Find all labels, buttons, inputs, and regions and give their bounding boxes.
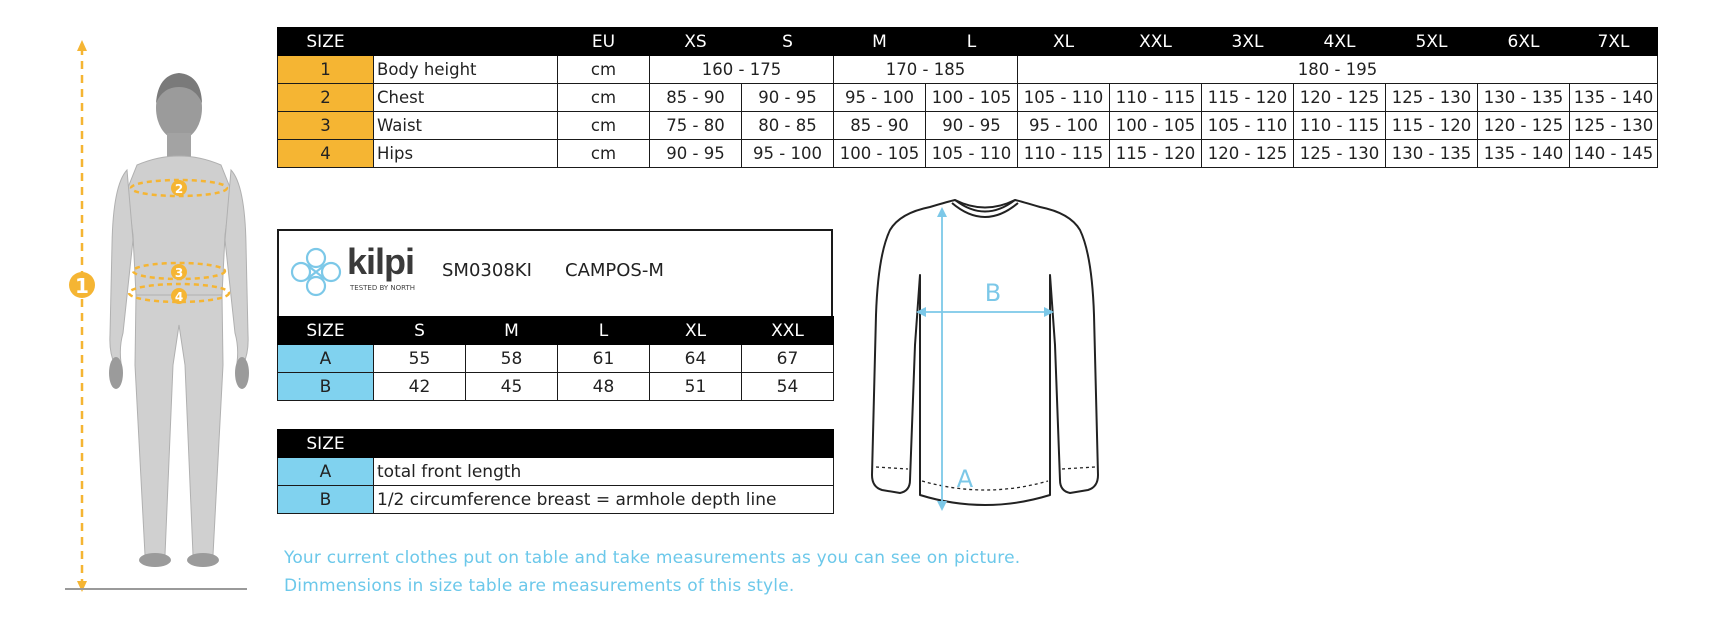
table-cell: 90 - 95 <box>926 112 1018 140</box>
header-cell: 6XL <box>1478 28 1570 56</box>
shirt-label-b: B <box>984 279 1002 307</box>
table-cell: 120 - 125 <box>1478 112 1570 140</box>
row-unit: cm <box>558 112 650 140</box>
table-cell: 170 - 185 <box>834 56 1018 84</box>
header-cell: S <box>742 28 834 56</box>
table-cell: 130 - 135 <box>1386 140 1478 168</box>
marker-2: 2 <box>174 182 184 196</box>
table-cell: 105 - 110 <box>926 140 1018 168</box>
header-cell: L <box>558 317 650 345</box>
table-cell: 110 - 115 <box>1018 140 1110 168</box>
table-row <box>278 486 834 514</box>
header-cell: XXL <box>1110 28 1202 56</box>
legend-text: 1/2 circumference breast = armhole depth line <box>374 486 834 514</box>
table-cell: 95 - 100 <box>742 140 834 168</box>
brand-tagline: TESTED BY NORTH <box>350 284 416 292</box>
table-cell: 115 - 120 <box>1386 112 1478 140</box>
table-cell: 75 - 80 <box>650 112 742 140</box>
table-cell: 115 - 120 <box>1110 140 1202 168</box>
table-cell: 55 <box>374 345 466 373</box>
row-label: A <box>278 458 374 486</box>
table-row <box>278 56 1658 84</box>
marker-4: 4 <box>174 290 184 304</box>
header-cell: XL <box>1018 28 1110 56</box>
measurement-legend-table <box>277 429 834 514</box>
table-cell: 105 - 110 <box>1018 84 1110 112</box>
row-unit: cm <box>558 140 650 168</box>
table-cell: 135 - 140 <box>1478 140 1570 168</box>
table-row <box>278 373 834 401</box>
table-cell: 100 - 105 <box>926 84 1018 112</box>
header-cell: M <box>466 317 558 345</box>
legend-text: total front length <box>374 458 834 486</box>
header-cell: 5XL <box>1386 28 1478 56</box>
header-cell: S <box>374 317 466 345</box>
table-cell: 85 - 90 <box>650 84 742 112</box>
table-cell: 125 - 130 <box>1294 140 1386 168</box>
table-cell: 90 - 95 <box>650 140 742 168</box>
table-cell: 80 - 85 <box>742 112 834 140</box>
table-cell: 115 - 120 <box>1202 84 1294 112</box>
header-cell: XS <box>650 28 742 56</box>
table-cell: 51 <box>650 373 742 401</box>
instruction-note-1: Your current clothes put on table and take measurements as you can see on picture. <box>284 548 1021 568</box>
table-cell: 180 - 195 <box>1018 56 1658 84</box>
table-cell: 120 - 125 <box>1294 84 1386 112</box>
row-number: 1 <box>278 56 374 84</box>
shirt-diagram <box>860 195 1110 540</box>
product-code: SM0308KI <box>442 260 532 281</box>
instruction-note-2: Dimmensions in size table are measurements of this style. <box>284 576 795 596</box>
row-label: B <box>278 486 374 514</box>
table-cell: 125 - 130 <box>1570 112 1658 140</box>
header-cell: EU <box>558 28 650 56</box>
header-cell: XXL <box>742 317 834 345</box>
table-cell: 105 - 110 <box>1202 112 1294 140</box>
table-cell: 125 - 130 <box>1386 84 1478 112</box>
row-label: B <box>278 373 374 401</box>
product-name: CAMPOS-M <box>565 260 664 281</box>
row-number: 2 <box>278 84 374 112</box>
table-cell: 42 <box>374 373 466 401</box>
table-cell: 160 - 175 <box>650 56 834 84</box>
row-name: Hips <box>374 140 558 168</box>
table-cell: 67 <box>742 345 834 373</box>
table-cell: 130 - 135 <box>1478 84 1570 112</box>
body-measurement-figure <box>55 35 255 595</box>
marker-1: 1 <box>75 274 89 298</box>
table-cell: 95 - 100 <box>834 84 926 112</box>
table-row <box>278 140 1658 168</box>
row-unit: cm <box>558 56 650 84</box>
legend-header <box>278 430 834 458</box>
table-cell: 120 - 125 <box>1202 140 1294 168</box>
table-row <box>278 84 1658 112</box>
table-cell: 54 <box>742 373 834 401</box>
header-cell: XL <box>650 317 742 345</box>
table-row <box>278 345 834 373</box>
table-cell: 45 <box>466 373 558 401</box>
table-cell: 135 - 140 <box>1570 84 1658 112</box>
header-cell: SIZE <box>278 430 374 458</box>
header-cell <box>374 28 558 56</box>
size-table <box>277 27 1658 168</box>
header-cell: 7XL <box>1570 28 1658 56</box>
header-cell: 3XL <box>1202 28 1294 56</box>
table-cell: 64 <box>650 345 742 373</box>
shirt-label-a: A <box>956 465 974 493</box>
product-table-header <box>278 317 834 345</box>
table-cell: 61 <box>558 345 650 373</box>
row-name: Waist <box>374 112 558 140</box>
header-cell: L <box>926 28 1018 56</box>
product-size-table <box>277 316 834 401</box>
row-unit: cm <box>558 84 650 112</box>
table-cell: 110 - 115 <box>1110 84 1202 112</box>
marker-3: 3 <box>174 266 184 280</box>
header-spacer <box>374 430 834 458</box>
table-row <box>278 112 1658 140</box>
kilpi-knot-logo-icon <box>287 245 345 299</box>
table-cell: 85 - 90 <box>834 112 926 140</box>
table-row <box>278 458 834 486</box>
table-cell: 100 - 105 <box>834 140 926 168</box>
table-cell: 90 - 95 <box>742 84 834 112</box>
header-cell: M <box>834 28 926 56</box>
table-cell: 140 - 145 <box>1570 140 1658 168</box>
brand-name: kilpi <box>347 241 415 282</box>
size-table-header <box>278 28 1658 56</box>
header-cell: SIZE <box>278 317 374 345</box>
table-cell: 48 <box>558 373 650 401</box>
row-number: 4 <box>278 140 374 168</box>
row-name: Body height <box>374 56 558 84</box>
product-header-box <box>277 229 833 316</box>
table-cell: 110 - 115 <box>1294 112 1386 140</box>
row-number: 3 <box>278 112 374 140</box>
table-cell: 95 - 100 <box>1018 112 1110 140</box>
header-cell: 4XL <box>1294 28 1386 56</box>
header-cell: SIZE <box>278 28 374 56</box>
table-cell: 100 - 105 <box>1110 112 1202 140</box>
row-name: Chest <box>374 84 558 112</box>
table-cell: 58 <box>466 345 558 373</box>
row-label: A <box>278 345 374 373</box>
